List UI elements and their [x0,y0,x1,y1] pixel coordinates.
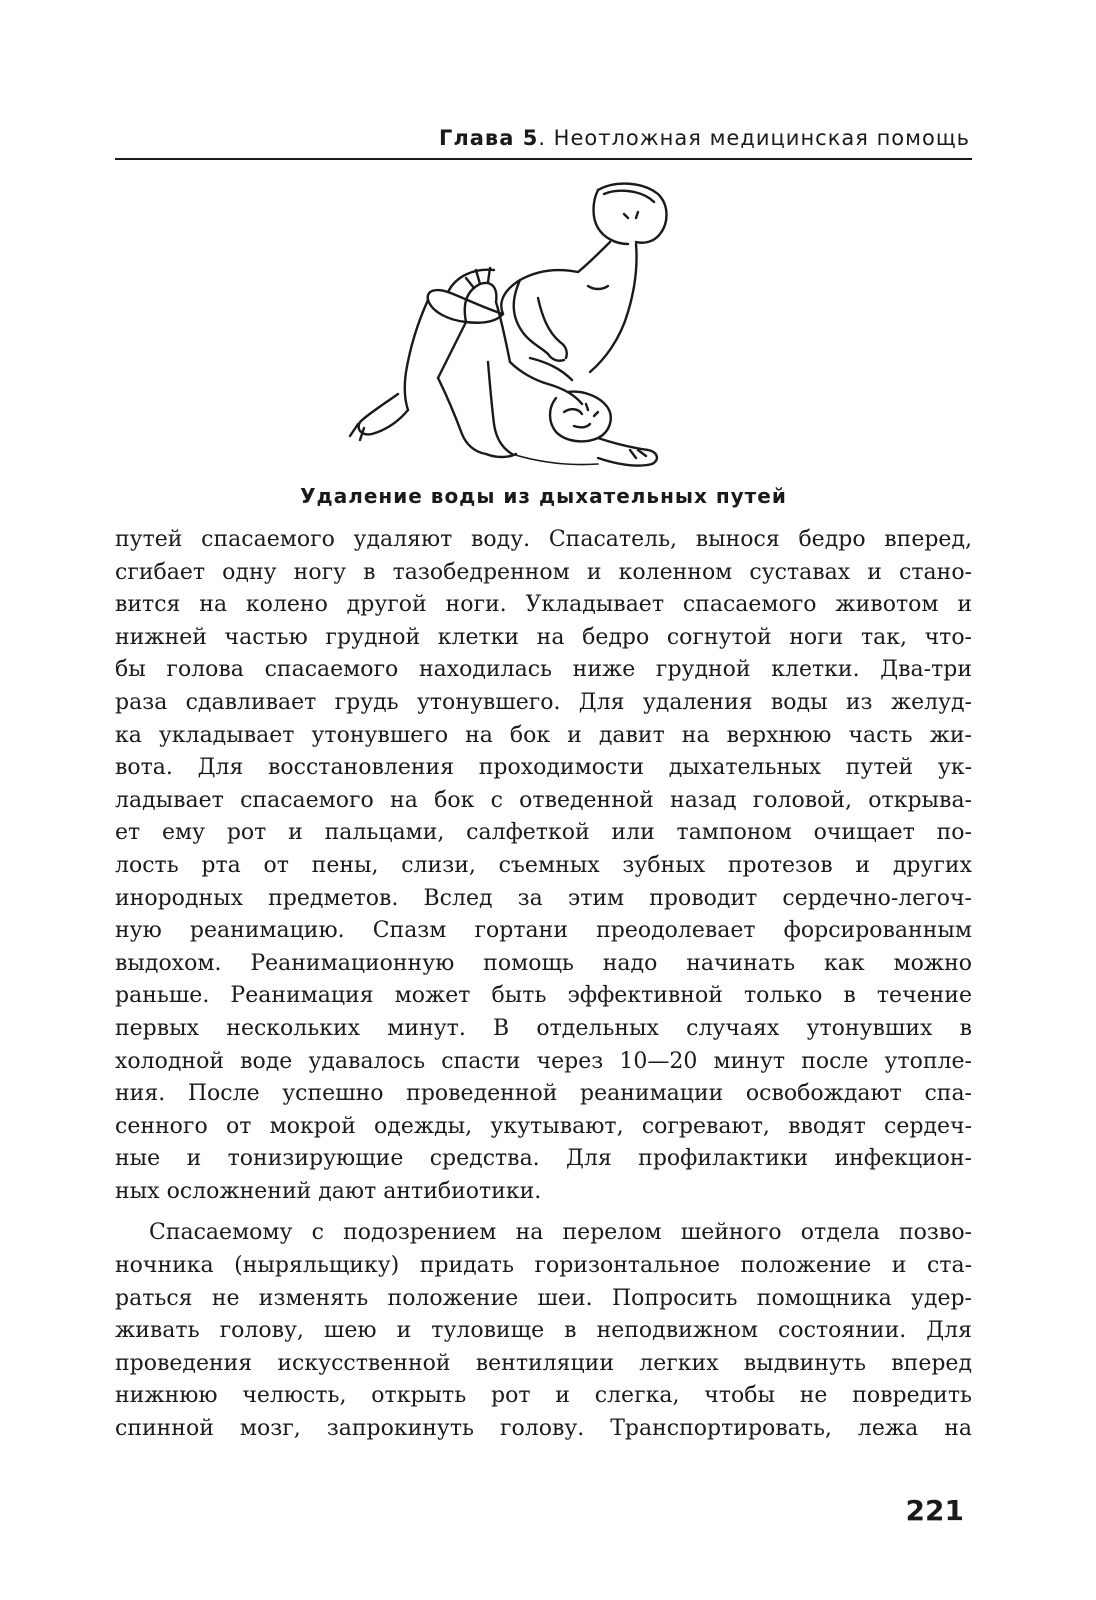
running-header [115,126,970,150]
header-rule [115,158,972,160]
text-line: холодной воде удавалось спасти через 10—20 минут после утопле- [115,1048,972,1074]
text-line: нижней частью грудной клетки на бедро согнутой ноги так, что- [115,624,972,650]
text-line: ка укладывает утонувшего на бок и давит на верхнюю часть жи- [115,722,972,748]
text-line: спинной мозг, запрокинуть голову. Транспортировать, лежа на [115,1416,972,1442]
body-text [115,524,972,1446]
text-line: выдохом. Реанимационную помощь надо начинать как можно [115,950,972,976]
text-line: первых нескольких минут. В отдельных случаях утонувших в [115,1015,972,1041]
rescue-drawing-icon [298,172,678,480]
text-line: лость рта от пены, слизи, съемных зубных протезов и других [115,852,972,878]
text-line: ных осложнений дают антибиотики. [115,1178,542,1204]
text-line: ные и тонизирующие средства. Для профилактики инфекцион- [115,1146,972,1172]
text-line: Спасаемому с подозрением на перелом шейного отдела позво- [149,1220,972,1246]
text-line: раньше. Реанимация может быть эффективной только в течение [115,983,972,1009]
text-line: вота. Для восстановления проходимости дыхательных путей ук- [115,755,972,781]
text-line: ния. После успешно проведенной реанимации освобождают спа- [115,1081,972,1107]
paragraph [115,524,972,1208]
page-number: 221 [905,1494,964,1527]
text-line: раза сдавливает грудь утонувшего. Для удаления воды из желуд- [115,689,972,715]
text-line: раться не изменять положение шеи. Попросить помощника удер- [115,1285,972,1311]
text-line: проведения искусственной вентиляции легких выдвинуть вперед [115,1350,972,1376]
text-line: путей спасаемого удаляют воду. Спасатель, вынося бедро вперед, [115,527,972,552]
figure-caption: Удаление воды из дыхательных путей [300,484,787,508]
text-line: вится на колено другой ноги. Укладывает спасаемого животом и [115,592,972,618]
text-line: сгибает одну ногу в тазобедренном и коленном суставах и стано- [115,559,972,585]
text-line: живать голову, шею и туловище в неподвижном состоянии. Для [115,1318,972,1344]
chapter-label: Глава 5 [439,126,539,150]
text-line: бы голова спасаемого находилась ниже грудной клетки. Два-три [115,657,972,683]
text-line: инородных предметов. Вслед за этим проводит сердечно-легоч- [115,885,972,911]
text-line: ет ему рот и пальцами, салфеткой или тампоном очищает по- [115,820,972,846]
text-line: ночника (ныряльщику) придать горизонтальное положение и ста- [115,1253,972,1279]
text-line: ную реанимацию. Спазм гортани преодолевает форсированным [115,918,972,944]
text-line: ладывает спасаемого на бок с отведенной назад головой, открыва- [115,787,972,813]
paragraph-gap [115,1208,972,1217]
paragraph [115,1217,972,1445]
text-line: сенного от мокрой одежды, укутывают, согревают, вводят сердеч- [115,1113,972,1139]
illustration-figure [298,172,678,480]
text-line: нижнюю челюсть, открыть рот и слегка, чтобы не повредить [115,1383,972,1409]
chapter-title: . Неотложная медицинская помощь [538,126,970,150]
